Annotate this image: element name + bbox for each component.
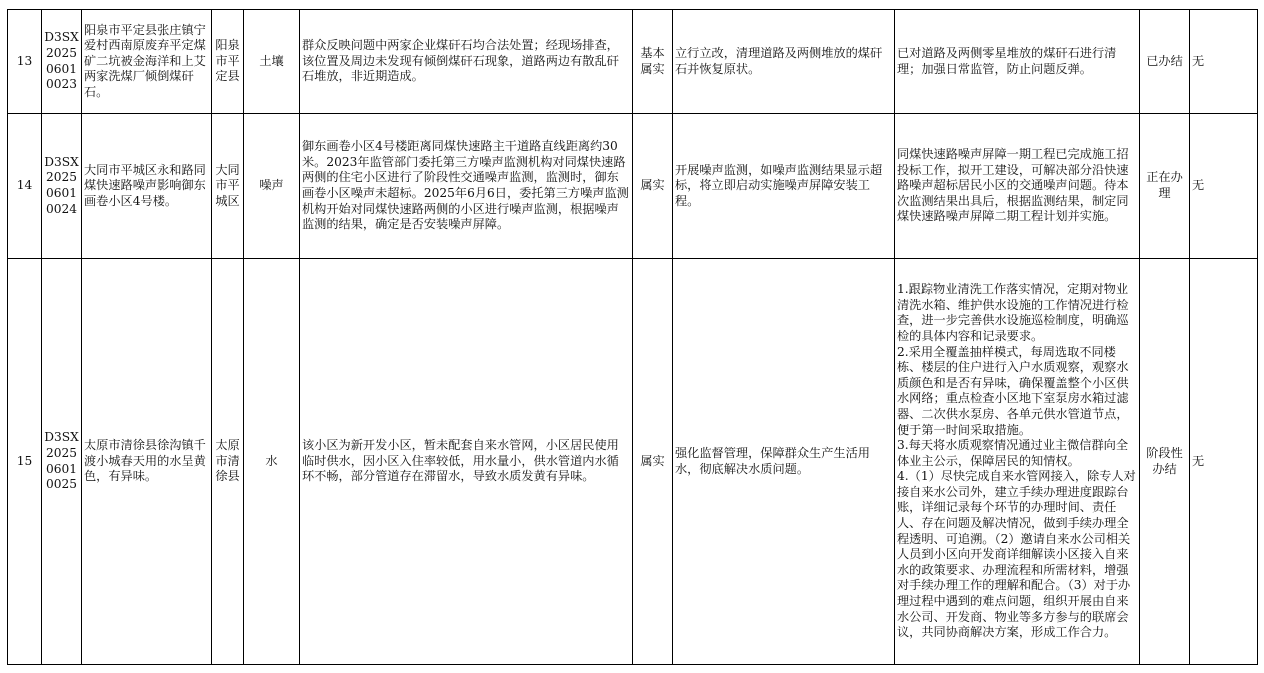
finding-cell: 基本属实 <box>633 10 673 114</box>
location-cell: 阳泉市平定县张庄镇宁爱村西南原废弃平定煤矿二坑被金海洋和上艾两家洗煤厂倾倒煤矸石。 <box>82 10 212 114</box>
rectification-step: 3.每天将水质观察情况通过业主微信群向全体业主公示，保障居民的知情权。 <box>897 438 1129 468</box>
handling-cell: 开展噪声监测，如噪声监测结果显示超标，将立即启动实施噪声屏障安装工程。 <box>673 114 895 259</box>
seq-cell: 15 <box>8 259 42 665</box>
pollution-type-cell: 土壤 <box>244 10 300 114</box>
case-table <box>7 9 1258 665</box>
finding-cell: 属实 <box>633 259 673 665</box>
accountability-cell: 无 <box>1190 10 1258 114</box>
case-no-cell: D3SX202506010023 <box>42 10 82 114</box>
rectification-step: 4.（1）尽快完成自来水管网接入，除专人对接自来水公司外，建立手续办理进度跟踪台账，详细记录每个环节的办理时间、责任人、存在问题及解决情况，做到手续办理全程透明、可追溯。（2）邀请自来水公司相关人员到小区向开发商详细解读小区接入自来水的政策要求、办理流程和所需材料，增强对手续办理工作的理解和配合。（3）对于办理过程中遇到的难点问题，组织开展由自来水公司、开发商、物业等多方参与的联席会议，共同协商解决方案，形成工作合力。 <box>897 469 1136 640</box>
district-cell: 阳泉市平定县 <box>212 10 244 114</box>
table-row <box>8 114 1258 259</box>
table-row <box>8 10 1258 114</box>
handling-cell: 立行立改，清理道路及两侧堆放的煤矸石并恢复原状。 <box>673 10 895 114</box>
status-cell: 已办结 <box>1140 10 1190 114</box>
investigation-cell: 该小区为新开发小区，暂未配套自来水管网，小区居民使用临时供水，因小区入住率较低，用水量小，供水管道内水循环不畅，部分管道存在滞留水，导致水质发黄有异味。 <box>300 259 633 665</box>
accountability-cell: 无 <box>1190 259 1258 665</box>
rectification-cell: 同煤快速路噪声屏障一期工程已完成施工招投标工作，拟开工建设，可解决部分沿快速路噪声超标居民小区的交通噪声问题。待本次监测结果出具后，根据监测结果，制定同煤快速路噪声屏障二期工程计划并实施。 <box>895 114 1140 259</box>
location-cell: 大同市平城区永和路同煤快速路噪声影响御东画卷小区4号楼。 <box>82 114 212 259</box>
rectification-cell <box>895 259 1140 665</box>
table-row <box>8 259 1258 665</box>
status-cell: 正在办理 <box>1140 114 1190 259</box>
rectification-cell: 已对道路及两侧零星堆放的煤矸石进行清理；加强日常监管，防止问题反弹。 <box>895 10 1140 114</box>
district-cell: 大同市平城区 <box>212 114 244 259</box>
pollution-type-cell: 水 <box>244 259 300 665</box>
status-cell: 阶段性办结 <box>1140 259 1190 665</box>
handling-cell: 强化监督管理，保障群众生产生活用水，彻底解决水质问题。 <box>673 259 895 665</box>
case-no-cell: D3SX202506010024 <box>42 114 82 259</box>
district-cell: 太原市清徐县 <box>212 259 244 665</box>
investigation-cell: 御东画卷小区4号楼距离同煤快速路主干道路直线距离约30米。2023年监管部门委托第三方噪声监测机构对同煤快速路两侧的住宅小区进行了阶段性交通噪声监测，监测时，御东画卷小区噪声未超标。2025年6月6日，委托第三方噪声监测机构开始对同煤快速路两侧的小区进行噪声监测，根据噪声监测的结果，确定是否安装噪声屏障。 <box>300 114 633 259</box>
rectification-step: 2.采用全覆盖抽样模式，每周选取不同楼栋、楼层的住户进行入户水质观察，观察水质颜色和是否有异味，确保覆盖整个小区供水网络；重点检查小区地下室泵房水箱过滤器、二次供水泵房、各单元供水管道节点，便于第一时间采取措施。 <box>897 344 1129 437</box>
pollution-type-cell: 噪声 <box>244 114 300 259</box>
accountability-cell: 无 <box>1190 114 1258 259</box>
rectification-step: 1.跟踪物业清洗工作落实情况，定期对物业清洗水箱、维护供水设施的工作情况进行检查，进一步完善供水设施巡检制度，明确巡检的具体内容和记录要求。 <box>897 282 1129 343</box>
case-no-cell: D3SX202506010025 <box>42 259 82 665</box>
seq-cell: 14 <box>8 114 42 259</box>
location-cell: 太原市清徐县徐沟镇千渡小城春天用的水呈黄色，有异味。 <box>82 259 212 665</box>
investigation-cell: 群众反映问题中两家企业煤矸石均合法处置；经现场排查，该位置及周边未发现有倾倒煤矸石现象，道路两边有散乱矸石堆放，非近期造成。 <box>300 10 633 114</box>
finding-cell: 属实 <box>633 114 673 259</box>
seq-cell: 13 <box>8 10 42 114</box>
